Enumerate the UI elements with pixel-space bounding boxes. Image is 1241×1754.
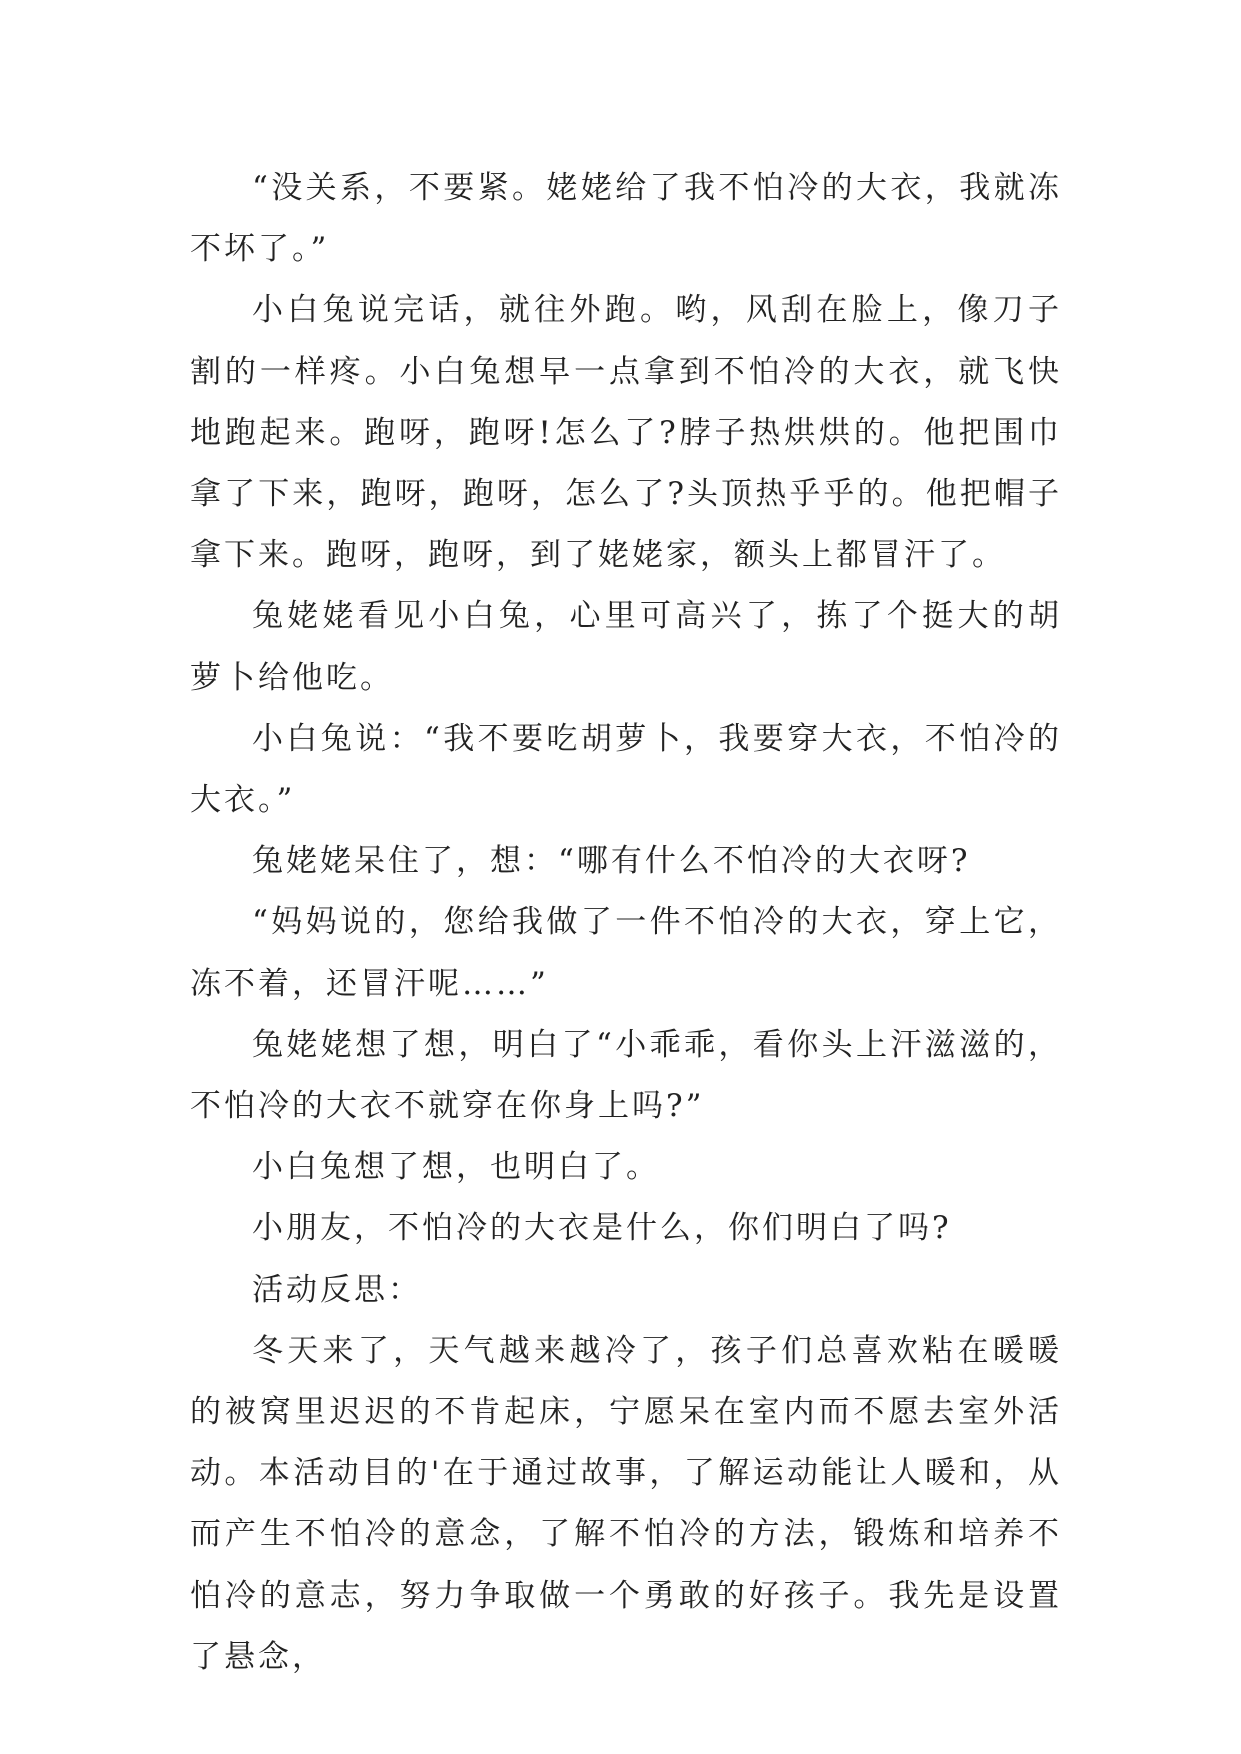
- paragraph-5: 兔姥姥呆住了，想：“哪有什么不怕冷的大衣呀?: [252, 843, 971, 880]
- paragraph-9: 小朋友，不怕冷的大衣是什么，你们明白了吗?: [252, 1210, 952, 1247]
- paragraph-8: 小白兔想了想，也明白了。: [252, 1149, 660, 1186]
- paragraph-7: 兔姥姥想了想，明白了“小乖乖，看你头上汗滋滋的，不怕冷的大衣不就穿在你身上吗?”: [190, 1026, 1062, 1125]
- paragraph-11: 冬天来了，天气越来越冷了，孩子们总喜欢粘在暖暖的被窝里迟迟的不肯起床，宁愿呆在室内而不愿去室外活动。本活动目的'在于通过故事，了解运动能让人暖和，从而产生不怕冷的意念，了解不怕冷的方法，锻炼和培养不怕冷的意志，努力争取做一个勇敢的好孩子。我先是设置了悬念，: [190, 1332, 1062, 1675]
- paragraph-1: “没关系，不要紧。姥姥给了我不怕冷的大衣，我就冻不坏了。”: [190, 170, 1062, 268]
- document-body: [190, 158, 1062, 1688]
- paragraph-2: 小白兔说完话，就往外跑。哟，风刮在脸上，像刀子割的一样疼。小白兔想早一点拿到不怕冷的大衣，就飞快地跑起来。跑呀，跑呀!怎么了?脖子热烘烘的。他把围巾拿了下来，跑呀，跑呀，怎么了?头顶热乎乎的。他把帽子拿下来。跑呀，跑呀，到了姥姥家，额头上都冒汗了。: [190, 292, 1062, 574]
- paragraph-6: “妈妈说的，您给我做了一件不怕冷的大衣，穿上它，冻不着，还冒汗呢……”: [190, 904, 1062, 1002]
- paragraph-4: 小白兔说：“我不要吃胡萝卜，我要穿大衣，不怕冷的大衣。”: [190, 720, 1062, 819]
- section-heading-reflection: 活动反思：: [252, 1271, 422, 1308]
- paragraph-3: 兔姥姥看见小白兔，心里可高兴了，拣了个挺大的胡萝卜给他吃。: [190, 598, 1062, 696]
